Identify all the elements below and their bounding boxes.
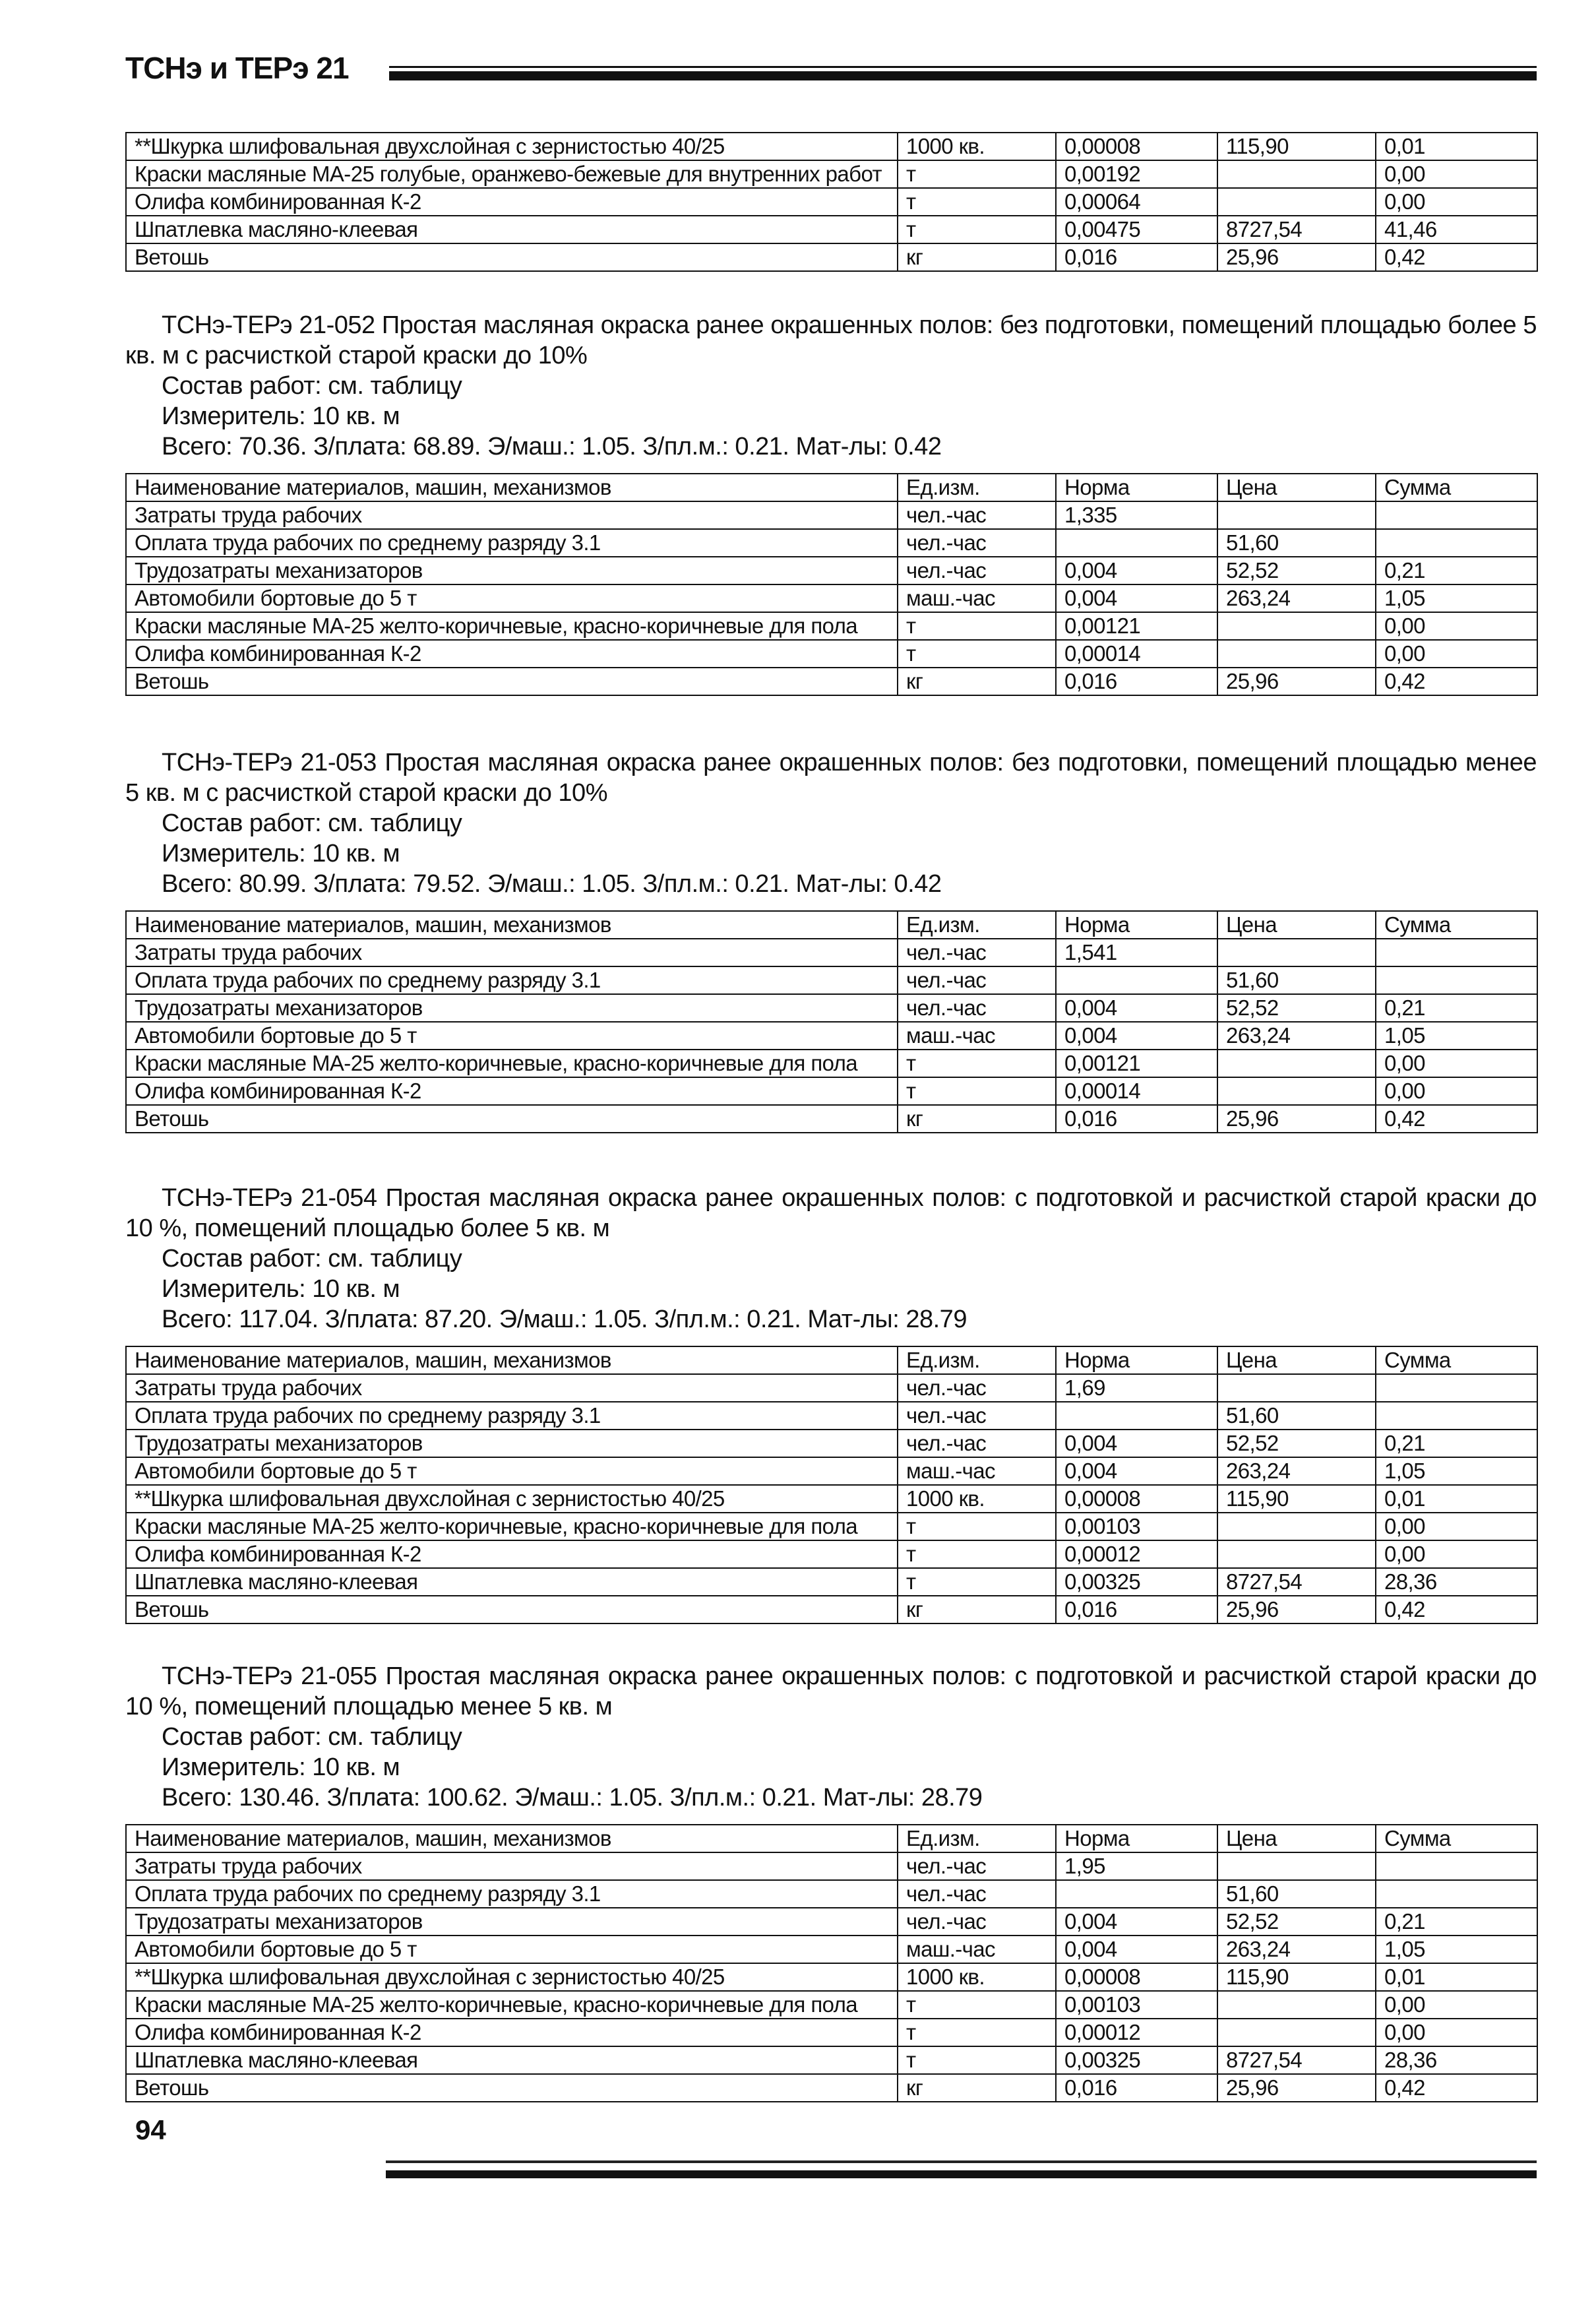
top-materials-table	[125, 132, 1538, 272]
table-cell-col1: Оплата труда рабочих по среднему разряду 3.1	[126, 966, 898, 994]
table-cell-col3: 0,00008	[1056, 1963, 1217, 1991]
section-meter: Измеритель: 10 кв. м	[162, 402, 400, 430]
table-cell-col2: т	[898, 2019, 1056, 2046]
table-row	[126, 1936, 1537, 1963]
table-row	[126, 243, 1537, 271]
table-cell-col3: 0,004	[1056, 1936, 1217, 1963]
table-row	[126, 1880, 1537, 1908]
table-cell-col4: 52,52	[1217, 1430, 1376, 1457]
section-21-053	[125, 747, 1537, 899]
table-cell-col4: 263,24	[1217, 584, 1376, 612]
table-cell-col2: т	[898, 1540, 1056, 1568]
table-cell-col1: Трудозатраты механизаторов	[126, 557, 898, 584]
table-cell-col5: 0,21	[1376, 557, 1537, 584]
table-cell-col5: 1,05	[1376, 1936, 1537, 1963]
table-cell-col5: 0,00	[1376, 1050, 1537, 1077]
table-cell-col2: чел.-час	[898, 1908, 1056, 1936]
table-cell-col4: Цена	[1217, 1825, 1376, 1852]
table-cell-col5: 0,01	[1376, 1963, 1537, 1991]
table-cell-col2: чел.-час	[898, 1430, 1056, 1457]
table-cell-col5: 41,46	[1376, 216, 1537, 243]
table-cell-col2: т	[898, 2046, 1056, 2074]
table-cell-col4	[1217, 939, 1376, 966]
table-cell-col1: Шпатлевка масляно-клеевая	[126, 1568, 898, 1596]
table-row	[126, 1050, 1537, 1077]
table-cell-col2: т	[898, 1568, 1056, 1596]
table-cell-col1: Затраты труда рабочих	[126, 501, 898, 529]
table-cell-col1: Олифа комбинированная К-2	[126, 188, 898, 216]
table-cell-col2: чел.-час	[898, 939, 1056, 966]
table-cell-col4	[1217, 1374, 1376, 1402]
table-cell-col4	[1217, 160, 1376, 188]
table-cell-col3	[1056, 1880, 1217, 1908]
table-cell-col3: 0,004	[1056, 557, 1217, 584]
table-cell-col5: 0,00	[1376, 188, 1537, 216]
table-cell-col3: 0,00008	[1056, 133, 1217, 160]
table-cell-col4: 51,60	[1217, 529, 1376, 557]
table-cell-col1: Олифа комбинированная К-2	[126, 640, 898, 668]
table-cell-col4	[1217, 1050, 1376, 1077]
table-cell-col2: кг	[898, 2074, 1056, 2102]
table-cell-col3	[1056, 966, 1217, 994]
table-cell-col3: 1,541	[1056, 939, 1217, 966]
table-cell-col4: 8727,54	[1217, 2046, 1376, 2074]
table-cell-col5: 0,00	[1376, 1540, 1537, 1568]
table-cell-col1: Затраты труда рабочих	[126, 1374, 898, 1402]
table-cell-col4	[1217, 1852, 1376, 1880]
table-cell-col2: т	[898, 640, 1056, 668]
table-cell-col3: 0,016	[1056, 1596, 1217, 1623]
table-cell-col1: Трудозатраты механизаторов	[126, 994, 898, 1022]
table-cell-col2: чел.-час	[898, 994, 1056, 1022]
table-cell-col3: 1,95	[1056, 1852, 1217, 1880]
table-row	[126, 612, 1537, 640]
table-cell-col4: 25,96	[1217, 668, 1376, 695]
table-cell-col1: Автомобили бортовые до 5 т	[126, 584, 898, 612]
table-row	[126, 1963, 1537, 1991]
table-cell-col3: 0,00103	[1056, 1991, 1217, 2019]
table-cell-col4: 51,60	[1217, 1402, 1376, 1430]
table-cell-col5: 0,42	[1376, 243, 1537, 271]
table-row	[126, 994, 1537, 1022]
section-composition: Состав работ: см. таблицу	[162, 372, 462, 400]
table-cell-col2: маш.-час	[898, 1457, 1056, 1485]
table-cell-col2: т	[898, 160, 1056, 188]
table-cell-col5	[1376, 501, 1537, 529]
section-meter: Измеритель: 10 кв. м	[162, 840, 400, 867]
table-cell-col1: **Шкурка шлифовальная двухслойная с зернистостью 40/25	[126, 133, 898, 160]
table-cell-col2: чел.-час	[898, 966, 1056, 994]
table-cell-col2: Ед.изм.	[898, 474, 1056, 501]
table-cell-col4	[1217, 188, 1376, 216]
table-cell-col1: Шпатлевка масляно-клеевая	[126, 216, 898, 243]
table-cell-col4: 25,96	[1217, 1105, 1376, 1133]
table-cell-col2: кг	[898, 1105, 1056, 1133]
table-row	[126, 529, 1537, 557]
table-cell-col3: Норма	[1056, 474, 1217, 501]
table-cell-col4	[1217, 1513, 1376, 1540]
table-cell-col3: 0,00192	[1056, 160, 1217, 188]
table-row	[126, 1374, 1537, 1402]
table-cell-col2: чел.-час	[898, 1880, 1056, 1908]
table-row	[126, 2074, 1537, 2102]
table-cell-col4: 115,90	[1217, 133, 1376, 160]
table-cell-col2: чел.-час	[898, 1374, 1056, 1402]
table-cell-col1: Краски масляные МА-25 желто-коричневые, красно-коричневые для пола	[126, 1991, 898, 2019]
table-row	[126, 188, 1537, 216]
table-cell-col4: 8727,54	[1217, 1568, 1376, 1596]
section-totals: Всего: 117.04. З/плата: 87.20. Э/маш.: 1.05. З/пл.м.: 0.21. Мат-лы: 28.79	[162, 1306, 967, 1333]
table-cell-col5	[1376, 1374, 1537, 1402]
table-header-row	[126, 1825, 1537, 1852]
table-cell-col4: 263,24	[1217, 1457, 1376, 1485]
table-cell-col1: Краски масляные МА-25 желто-коричневые, красно-коричневые для пола	[126, 612, 898, 640]
table-cell-col3: Норма	[1056, 1825, 1217, 1852]
table-cell-col2: 1000 кв.	[898, 1963, 1056, 1991]
table-cell-col4	[1217, 612, 1376, 640]
table-cell-col3: 0,00008	[1056, 1485, 1217, 1513]
table-cell-col4: 263,24	[1217, 1936, 1376, 1963]
table-cell-col5: 0,00	[1376, 160, 1537, 188]
table-header-row	[126, 911, 1537, 939]
table-cell-col4	[1217, 1540, 1376, 1568]
table-cell-col1: Наименование материалов, машин, механизмов	[126, 911, 898, 939]
table-cell-col5: 0,42	[1376, 1105, 1537, 1133]
table-cell-col5	[1376, 1402, 1537, 1430]
table-cell-col5: Сумма	[1376, 1346, 1537, 1374]
section-21-055	[125, 1661, 1537, 1813]
table-cell-col2: кг	[898, 1596, 1056, 1623]
table-cell-col4	[1217, 501, 1376, 529]
table-cell-col5: 0,21	[1376, 1430, 1537, 1457]
table-row	[126, 1908, 1537, 1936]
table-cell-col4	[1217, 640, 1376, 668]
table-cell-col1: Ветошь	[126, 668, 898, 695]
table-cell-col1: Трудозатраты механизаторов	[126, 1430, 898, 1457]
table-cell-col4: 25,96	[1217, 1596, 1376, 1623]
table-row	[126, 1077, 1537, 1105]
table-cell-col3: 0,00325	[1056, 1568, 1217, 1596]
table-cell-col3: 0,00103	[1056, 1513, 1217, 1540]
table-cell-col5: 1,05	[1376, 1457, 1537, 1485]
table-cell-col2: Ед.изм.	[898, 1825, 1056, 1852]
table-cell-col4	[1217, 2019, 1376, 2046]
table-cell-col1: Оплата труда рабочих по среднему разряду 3.1	[126, 529, 898, 557]
table-cell-col5: 1,05	[1376, 1022, 1537, 1050]
table-cell-col2: т	[898, 1050, 1056, 1077]
table-cell-col2: чел.-час	[898, 1402, 1056, 1430]
section-composition: Состав работ: см. таблицу	[162, 809, 462, 837]
table-cell-col4: 263,24	[1217, 1022, 1376, 1050]
table-cell-col5	[1376, 1852, 1537, 1880]
table-cell-col5: Сумма	[1376, 1825, 1537, 1852]
table-cell-col2: чел.-час	[898, 1852, 1056, 1880]
table-cell-col3: 0,00064	[1056, 188, 1217, 216]
table-cell-col3: 0,016	[1056, 243, 1217, 271]
table-cell-col1: Наименование материалов, машин, механизмов	[126, 474, 898, 501]
table-cell-col4: 52,52	[1217, 1908, 1376, 1936]
table-row	[126, 1485, 1537, 1513]
table-cell-col3: 0,004	[1056, 1022, 1217, 1050]
table-cell-col1: Оплата труда рабочих по среднему разряду 3.1	[126, 1880, 898, 1908]
table-cell-col5: 0,42	[1376, 1596, 1537, 1623]
table-cell-col4	[1217, 1077, 1376, 1105]
table-cell-col3: 0,016	[1056, 2074, 1217, 2102]
table-21-055	[125, 1824, 1538, 2102]
table-cell-col4: 25,96	[1217, 243, 1376, 271]
table-cell-col1: Наименование материалов, машин, механизмов	[126, 1825, 898, 1852]
table-row	[126, 939, 1537, 966]
table-cell-col2: т	[898, 216, 1056, 243]
table-cell-col3: 1,69	[1056, 1374, 1217, 1402]
table-cell-col1: **Шкурка шлифовальная двухслойная с зернистостью 40/25	[126, 1485, 898, 1513]
table-cell-col3: 0,004	[1056, 1908, 1217, 1936]
table-cell-col3: Норма	[1056, 911, 1217, 939]
table-row	[126, 1540, 1537, 1568]
table-cell-col4: 51,60	[1217, 966, 1376, 994]
table-row	[126, 501, 1537, 529]
table-cell-col1: Автомобили бортовые до 5 т	[126, 1457, 898, 1485]
table-cell-col2: маш.-час	[898, 584, 1056, 612]
table-cell-col1: Трудозатраты механизаторов	[126, 1908, 898, 1936]
table-row	[126, 640, 1537, 668]
table-row	[126, 1430, 1537, 1457]
table-cell-col5	[1376, 529, 1537, 557]
table-cell-col3: 0,00475	[1056, 216, 1217, 243]
section-21-054	[125, 1183, 1537, 1335]
table-cell-col1: Олифа комбинированная К-2	[126, 1077, 898, 1105]
table-cell-col1: Затраты труда рабочих	[126, 939, 898, 966]
table-cell-col4: Цена	[1217, 474, 1376, 501]
table-cell-col4: 52,52	[1217, 994, 1376, 1022]
table-cell-col2: Ед.изм.	[898, 1346, 1056, 1374]
section-title: ТСНэ-ТЕРэ 21-055 Простая масляная окраска ранее окрашенных полов: с подготовкой и расчисткой старой краски до 10 %, помещений площадью менее 5 кв. м	[125, 1662, 1537, 1720]
table-cell-col1: Краски масляные МА-25 голубые, оранжево-бежевые для внутренних работ	[126, 160, 898, 188]
table-cell-col2: Ед.изм.	[898, 911, 1056, 939]
table-21-054	[125, 1346, 1538, 1624]
section-totals: Всего: 70.36. З/плата: 68.89. Э/маш.: 1.05. З/пл.м.: 0.21. Мат-лы: 0.42	[162, 433, 942, 460]
table-cell-col3: 0,016	[1056, 668, 1217, 695]
section-totals: Всего: 80.99. З/плата: 79.52. Э/маш.: 1.05. З/пл.м.: 0.21. Мат-лы: 0.42	[162, 870, 942, 898]
page-header-title: ТСНэ и ТЕРэ 21	[125, 51, 349, 85]
table-cell-col3: 0,00012	[1056, 2019, 1217, 2046]
table-cell-col1: **Шкурка шлифовальная двухслойная с зернистостью 40/25	[126, 1963, 898, 1991]
section-title: ТСНэ-ТЕРэ 21-052 Простая масляная окраска ранее окрашенных полов: без подготовки, помещений площадью более 5 кв. м с расчисткой старой краски до 10%	[125, 311, 1537, 369]
table-cell-col2: маш.-час	[898, 1022, 1056, 1050]
table-cell-col5: 28,36	[1376, 2046, 1537, 2074]
table-cell-col2: маш.-час	[898, 1936, 1056, 1963]
table-cell-col1: Олифа комбинированная К-2	[126, 1540, 898, 1568]
section-title: ТСНэ-ТЕРэ 21-053 Простая масляная окраска ранее окрашенных полов: без подготовки, помещений площадью менее 5 кв. м с расчисткой старой краски до 10%	[125, 749, 1537, 807]
section-21-052	[125, 310, 1537, 462]
section-title: ТСНэ-ТЕРэ 21-054 Простая масляная окраска ранее окрашенных полов: с подготовкой и расчисткой старой краски до 10 %, помещений площадью более 5 кв. м	[125, 1184, 1537, 1242]
table-cell-col3: Норма	[1056, 1346, 1217, 1374]
table-cell-col5: 28,36	[1376, 1568, 1537, 1596]
table-row	[126, 966, 1537, 994]
table-cell-col3: 1,335	[1056, 501, 1217, 529]
table-cell-col5: 0,01	[1376, 1485, 1537, 1513]
table-cell-col2: чел.-час	[898, 501, 1056, 529]
table-cell-col1: Шпатлевка масляно-клеевая	[126, 2046, 898, 2074]
table-cell-col1: Оплата труда рабочих по среднему разряду 3.1	[126, 1402, 898, 1430]
table-cell-col5: 0,42	[1376, 2074, 1537, 2102]
table-cell-col1: Ветошь	[126, 2074, 898, 2102]
table-cell-col3: 0,00325	[1056, 2046, 1217, 2074]
table-cell-col1: Автомобили бортовые до 5 т	[126, 1022, 898, 1050]
footer-rule-thin	[386, 2160, 1537, 2163]
table-cell-col2: т	[898, 612, 1056, 640]
table-21-053	[125, 910, 1538, 1133]
table-cell-col4: 8727,54	[1217, 216, 1376, 243]
table-cell-col2: кг	[898, 668, 1056, 695]
table-cell-col1: Наименование материалов, машин, механизмов	[126, 1346, 898, 1374]
table-cell-col1: Краски масляные МА-25 желто-коричневые, красно-коричневые для пола	[126, 1513, 898, 1540]
table-cell-col5: 0,00	[1376, 2019, 1537, 2046]
table-cell-col3: 0,00014	[1056, 1077, 1217, 1105]
table-cell-col4: 25,96	[1217, 2074, 1376, 2102]
table-cell-col3	[1056, 1402, 1217, 1430]
table-cell-col2: кг	[898, 243, 1056, 271]
table-row	[126, 2019, 1537, 2046]
table-row	[126, 1568, 1537, 1596]
table-21-052	[125, 473, 1538, 696]
table-cell-col2: т	[898, 1077, 1056, 1105]
table-cell-col2: 1000 кв.	[898, 1485, 1056, 1513]
table-cell-col4: Цена	[1217, 1346, 1376, 1374]
table-cell-col5	[1376, 966, 1537, 994]
table-cell-col5: 1,05	[1376, 584, 1537, 612]
table-row	[126, 1596, 1537, 1623]
table-row	[126, 1852, 1537, 1880]
table-cell-col3: 0,004	[1056, 1430, 1217, 1457]
table-header-row	[126, 1346, 1537, 1374]
table-row	[126, 1457, 1537, 1485]
table-row	[126, 1991, 1537, 2019]
table-row	[126, 668, 1537, 695]
header-rule-thin	[389, 66, 1537, 68]
table-cell-col5: 0,42	[1376, 668, 1537, 695]
table-header-row	[126, 474, 1537, 501]
table-cell-col5: 0,01	[1376, 133, 1537, 160]
table-row	[126, 584, 1537, 612]
table-row	[126, 2046, 1537, 2074]
table-cell-col5	[1376, 939, 1537, 966]
table-cell-col5: 0,00	[1376, 612, 1537, 640]
header-rule	[389, 71, 1537, 80]
table-cell-col5: 0,00	[1376, 1991, 1537, 2019]
table-row	[126, 1513, 1537, 1540]
table-cell-col5: 0,00	[1376, 1513, 1537, 1540]
table-cell-col1: Ветошь	[126, 1105, 898, 1133]
table-cell-col5: 0,21	[1376, 1908, 1537, 1936]
table-cell-col3: 0,004	[1056, 1457, 1217, 1485]
table-row	[126, 1022, 1537, 1050]
section-totals: Всего: 130.46. З/плата: 100.62. Э/маш.: 1.05. З/пл.м.: 0.21. Мат-лы: 28.79	[162, 1784, 983, 1811]
table-cell-col3	[1056, 529, 1217, 557]
table-row	[126, 133, 1537, 160]
table-row	[126, 1402, 1537, 1430]
table-cell-col2: т	[898, 1513, 1056, 1540]
table-cell-col5: Сумма	[1376, 474, 1537, 501]
section-meter: Измеритель: 10 кв. м	[162, 1275, 400, 1303]
table-cell-col5: Сумма	[1376, 911, 1537, 939]
table-row	[126, 160, 1537, 188]
table-cell-col5: 0,00	[1376, 1077, 1537, 1105]
table-cell-col1: Затраты труда рабочих	[126, 1852, 898, 1880]
table-cell-col4: 52,52	[1217, 557, 1376, 584]
table-cell-col4: 115,90	[1217, 1485, 1376, 1513]
table-cell-col3: 0,004	[1056, 994, 1217, 1022]
table-cell-col2: т	[898, 188, 1056, 216]
table-cell-col3: 0,00014	[1056, 640, 1217, 668]
table-cell-col5: 0,21	[1376, 994, 1537, 1022]
table-cell-col3: 0,00121	[1056, 1050, 1217, 1077]
table-cell-col4: 115,90	[1217, 1963, 1376, 1991]
table-cell-col4	[1217, 1991, 1376, 2019]
table-cell-col4: Цена	[1217, 911, 1376, 939]
table-cell-col5	[1376, 1880, 1537, 1908]
table-cell-col3: 0,016	[1056, 1105, 1217, 1133]
table-cell-col1: Ветошь	[126, 243, 898, 271]
table-row	[126, 1105, 1537, 1133]
table-cell-col2: чел.-час	[898, 557, 1056, 584]
footer-rule	[386, 2170, 1537, 2178]
table-cell-col4: 51,60	[1217, 1880, 1376, 1908]
table-row	[126, 216, 1537, 243]
table-cell-col2: 1000 кв.	[898, 133, 1056, 160]
table-cell-col1: Ветошь	[126, 1596, 898, 1623]
table-cell-col1: Краски масляные МА-25 желто-коричневые, красно-коричневые для пола	[126, 1050, 898, 1077]
table-cell-col5: 0,00	[1376, 640, 1537, 668]
table-row	[126, 557, 1537, 584]
page-number: 94	[135, 2114, 166, 2145]
table-cell-col3: 0,00012	[1056, 1540, 1217, 1568]
table-cell-col1: Автомобили бортовые до 5 т	[126, 1936, 898, 1963]
table-cell-col2: чел.-час	[898, 529, 1056, 557]
table-cell-col3: 0,004	[1056, 584, 1217, 612]
section-meter: Измеритель: 10 кв. м	[162, 1753, 400, 1781]
table-cell-col3: 0,00121	[1056, 612, 1217, 640]
table-cell-col2: т	[898, 1991, 1056, 2019]
section-composition: Состав работ: см. таблицу	[162, 1723, 462, 1751]
table-cell-col1: Олифа комбинированная К-2	[126, 2019, 898, 2046]
section-composition: Состав работ: см. таблицу	[162, 1245, 462, 1273]
